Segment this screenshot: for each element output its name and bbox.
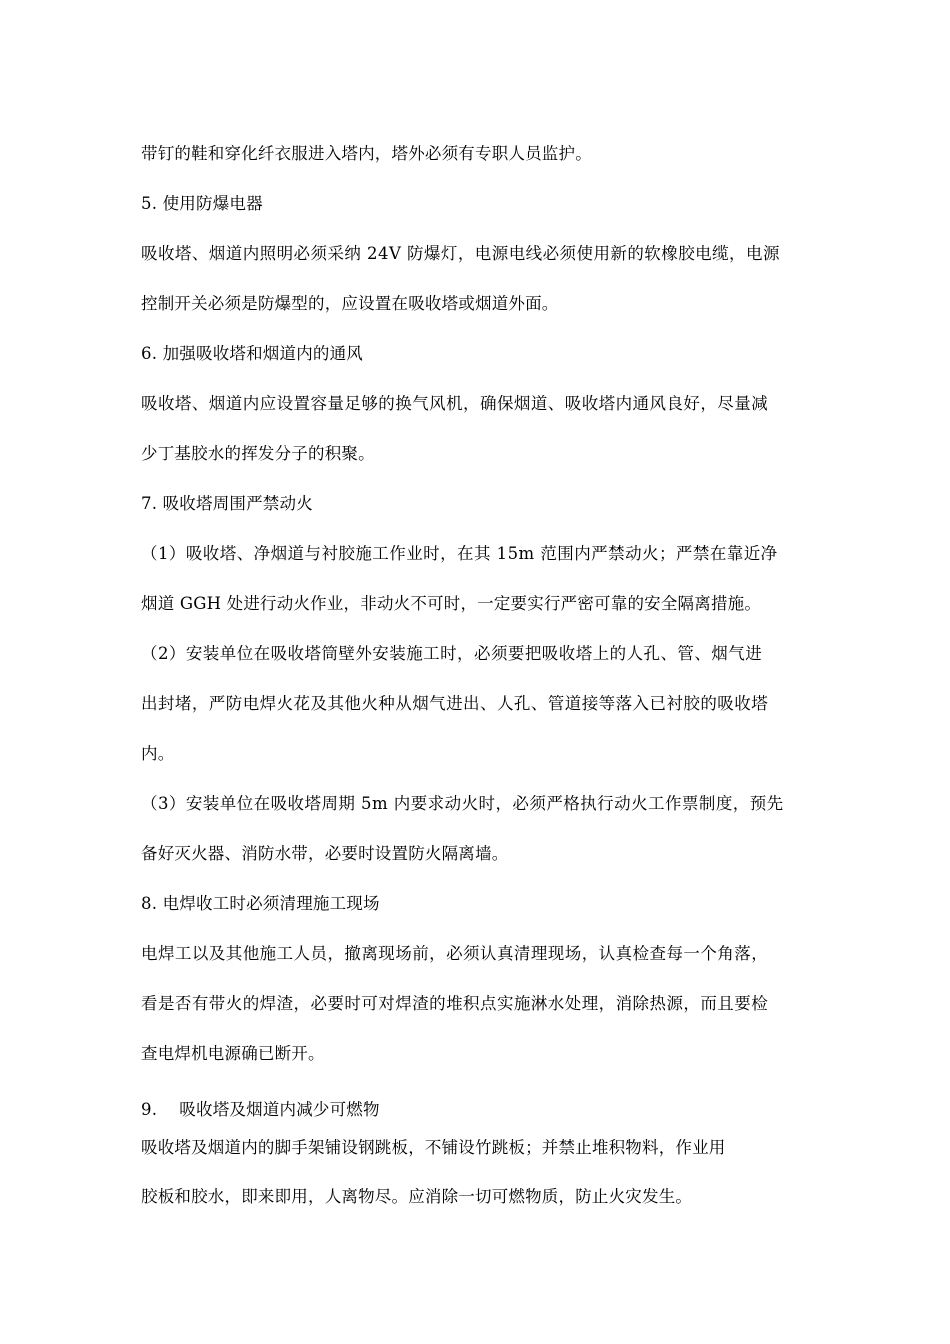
section-heading: 5. 使用防爆电器 xyxy=(141,194,263,213)
paragraph-line: 备好灭火器、消防水带，必要时设置防火隔离墙。 xyxy=(141,844,509,863)
paragraph-line: 看是否有带火的焊渣，必要时可对焊渣的堆积点实施淋水处理，消除热源，而且要检 xyxy=(141,994,769,1013)
paragraph-line: 带钉的鞋和穿化纤衣服进入塔内，塔外必须有专职人员监护。 xyxy=(141,144,592,163)
paragraph-line: 出封堵，严防电焊火花及其他火种从烟气进出、人孔、管道接等落入已衬胶的吸收塔 xyxy=(141,694,769,713)
section-heading: 6. 加强吸收塔和烟道内的通风 xyxy=(141,344,363,363)
paragraph-line: 电焊工以及其他施工人员，撤离现场前，必须认真清理现场，认真检查每一个角落， xyxy=(141,944,769,963)
section-heading: 7. 吸收塔周围严禁动火 xyxy=(141,494,313,513)
paragraph-line: （3）安装单位在吸收塔周期 5m 内要求动火时，必须严格执行动火工作票制度，预先 xyxy=(141,794,784,813)
section-heading: 8. 电焊收工时必须清理施工现场 xyxy=(141,894,380,913)
paragraph-line: 胶板和胶水，即来即用，人离物尽。应消除一切可燃物质，防止火灾发生。 xyxy=(141,1187,693,1206)
paragraph-line: 控制开关必须是防爆型的，应设置在吸收塔或烟道外面。 xyxy=(141,294,559,313)
paragraph-line: 查电焊机电源确已断开。 xyxy=(141,1044,325,1063)
paragraph-line: 吸收塔、烟道内照明必须采纳 24V 防爆灯，电源电线必须使用新的软橡胶电缆，电源 xyxy=(141,244,780,263)
paragraph-line: 吸收塔、烟道内应设置容量足够的换气风机，确保烟道、吸收塔内通风良好，尽量减 xyxy=(141,394,769,413)
paragraph-line: 吸收塔及烟道内的脚手架铺设钢跳板，不铺设竹跳板；并禁止堆积物料，作业用 xyxy=(141,1138,726,1157)
paragraph-line: 少丁基胶水的挥发分子的积聚。 xyxy=(141,444,375,463)
paragraph-line: （2）安装单位在吸收塔筒壁外安装施工时，必须要把吸收塔上的人孔、管、烟气进 xyxy=(141,644,763,663)
paragraph-line: （1）吸收塔、净烟道与衬胶施工作业时，在其 15m 范围内严禁动火；严禁在靠近净 xyxy=(141,544,778,563)
paragraph-line: 烟道 GGH 处进行动火作业，非动火不可时，一定要实行严密可靠的安全隔离措施。 xyxy=(141,594,762,613)
paragraph-line: 内。 xyxy=(141,744,175,763)
section-heading: 9. 吸收塔及烟道内减少可燃物 xyxy=(141,1100,380,1119)
